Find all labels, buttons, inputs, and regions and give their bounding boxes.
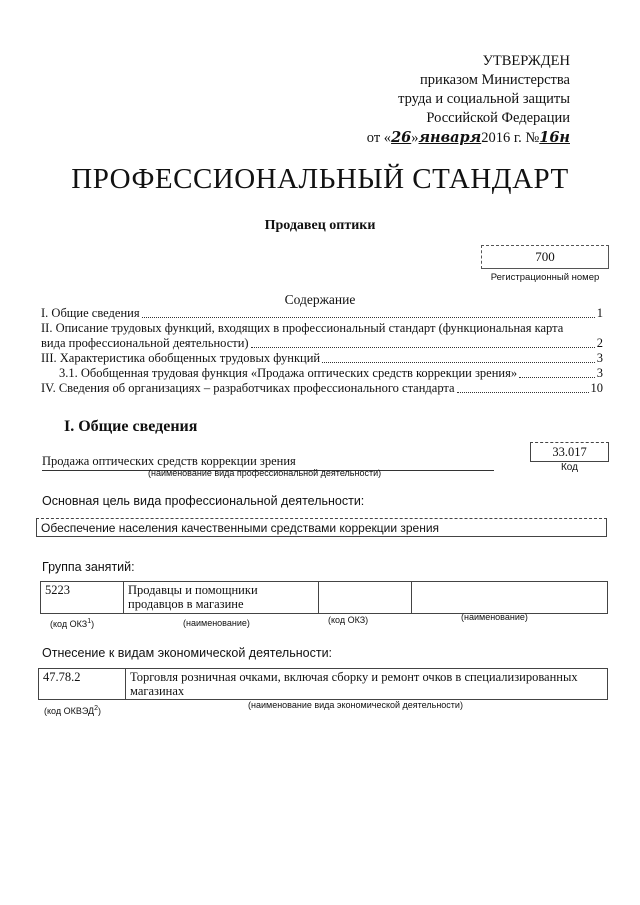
toc-item-page: 3 (596, 366, 603, 380)
section-heading: I. Общие сведения (64, 418, 198, 435)
date-month: января (418, 129, 482, 146)
approval-date-line (330, 128, 570, 148)
okz-name-caption-2: (наименование) (461, 612, 528, 622)
toc-item-page: 10 (590, 381, 603, 395)
okz-name-cell: Продавцы и помощники продавцов в магазине (124, 582, 319, 614)
okz-code-cell: 5223 (41, 582, 124, 614)
toc-item-page: 3 (596, 351, 603, 365)
toc-item-text: III. Характеристика обобщенных трудовых функций (41, 351, 321, 365)
okz-name-cell-2 (412, 582, 608, 614)
date-mid: » (411, 130, 419, 146)
okved-code-cell: 47.78.2 (39, 669, 126, 700)
toc-item-text: 3.1. Обобщенная трудовая функция «Продажа оптических средств коррекции зрения» (59, 366, 518, 380)
toc-item-text-cont: вида профессиональной деятельности) (41, 336, 249, 350)
okved-name-caption: (наименование вида экономической деятельности) (248, 700, 463, 710)
okz-code-caption: (код ОКЗ$^1$) (50, 618, 95, 629)
goal-box: Обеспечение населения качественными средствами коррекции зрения (36, 518, 607, 537)
date-year: 2016 г. № (481, 130, 540, 146)
toc-item-4[interactable] (41, 366, 603, 381)
toc-item-3[interactable] (41, 351, 603, 366)
document-title: ПРОФЕССИОНАЛЬНЫЙ СТАНДАРТ (71, 163, 569, 195)
okz-code-cell-2 (319, 582, 412, 614)
approval-line-3: труда и социальной защиты (398, 91, 570, 107)
toc-item-page: 2 (596, 336, 603, 350)
profession-name: Продавец оптики (264, 218, 376, 233)
toc-item-text: IV. Сведения об организациях – разработчиках профессионального стандарта (41, 381, 455, 395)
toc-item-text: I. Общие сведения (41, 306, 140, 320)
registration-label: Регистрационный номер (490, 272, 600, 283)
goal-label: Основная цель вида профессиональной деятельности: (42, 494, 365, 508)
activity-name: Продажа оптических средств коррекции зрения (42, 454, 494, 471)
toc-title: Содержание (284, 292, 356, 307)
order-number: 16н (539, 129, 570, 146)
approval-block (330, 52, 570, 148)
okved-table (38, 668, 608, 700)
approval-line-1: УТВЕРЖДЕН (482, 53, 570, 69)
okved-label: Отнесение к видам экономической деятельности: (42, 646, 333, 660)
okz-code-caption-2: (код ОКЗ) (328, 615, 369, 625)
date-prefix: от « (366, 130, 392, 146)
toc-item-page: 1 (596, 306, 603, 320)
activity-code-box: 33.017 (530, 442, 609, 462)
registration-number-box: 700 (481, 245, 609, 269)
toc-item-5[interactable] (41, 381, 603, 396)
table-of-contents (41, 306, 603, 396)
okved-code-caption: (код ОКВЭД$^2$) (44, 705, 102, 716)
date-day: 26 (391, 129, 412, 146)
toc-item-2[interactable] (41, 321, 603, 351)
okz-name-caption: (наименование) (183, 618, 250, 628)
group-label: Группа занятий: (42, 560, 135, 574)
occupation-group-table (40, 581, 608, 614)
okved-name-cell: Торговля розничная очками, включая сборку и ремонт очков в специализированных магазинах (126, 669, 608, 700)
approval-line-2: приказом Министерства (420, 72, 570, 88)
activity-caption: (наименование вида профессиональной деятельности) (148, 468, 382, 478)
toc-item-text: II. Описание трудовых функций, входящих в профессиональный стандарт (функциональная карта (41, 321, 564, 335)
toc-item-1[interactable] (41, 306, 603, 321)
code-caption: Код (560, 462, 578, 473)
approval-line-4: Российской Федерации (426, 110, 570, 126)
